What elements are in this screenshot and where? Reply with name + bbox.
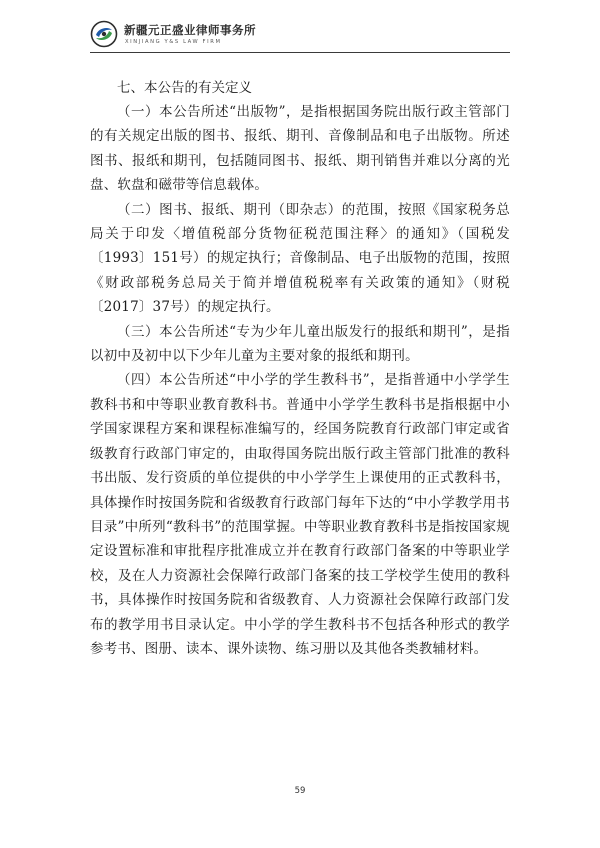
firm-name: 新疆元正盛业律师事务所 [124,23,256,37]
paragraph-definition-2: （二）图书、报纸、期刊（即杂志）的范围，按照《国家税务总局关于印发〈增值税部分货物征税范围注释〉的通知》（国税发〔1993〕151号）的规定执行；音像制品、电子出版物的范围，按照《财政部税务总局关于简并增值税税率有关政策的通知》（财税〔2017〕37号）的规定执行。 [90,201,510,316]
section-title: 七、本公告的有关定义 [117,80,252,96]
page-number: 59 [294,786,306,796]
paragraph-definition-1: （一）本公告所述“出版物”，是指根据国务院出版行政主管部门的有关规定出版的图书、报纸、期刊、音像制品和电子出版物。所述图书、报纸和期刊，包括随同图书、报纸、期刊销售并难以分离的光盘、软盘和磁带等信息载体。 [90,104,510,194]
page-header [90,18,510,54]
document-body [90,76,510,661]
paragraph-definition-3: （三）本公告所述“专为少年儿童出版发行的报纸和期刊”，是指以初中及初中以下少年儿童为主要对象的报纸和期刊。 [90,323,510,365]
firm-name-english: XINJIANG Y&S LAW FIRM [125,39,222,45]
header-divider [90,52,510,53]
firm-logo-icon [90,20,118,48]
paragraph-definition-4: （四）本公告所述“中小学的学生教科书”，是指普通中小学学生教科书和中等职业教育教科书。普通中小学学生教科书是指根据中小学国家课程方案和课程标准编写的，经国务院教育行政部门审定或省级教育行政部门审定的，由取得国务院出版行政主管部门批准的教科书出版、发行资质的单位提供的中小学学生上课使用的正式教科书，具体操作时按国务院和省级教育行政部门每年下达的“中小学教学用书目录”中所列“教科书”的范围掌握。中等职业教育教科书是指按国家规定设置标准和审批程序批准成立并在教育行政部门备案的中等职业学校，及在人力资源社会保障行政部门备案的技工学校学生使用的教科书，具体操作时按国务院和省级教育、人力资源社会保障行政部门发布的教学用书目录认定。中小学的学生教科书不包括各种形式的教学参考书、图册、读本、课外读物、练习册以及其他各类教辅材料。 [90,372,510,657]
